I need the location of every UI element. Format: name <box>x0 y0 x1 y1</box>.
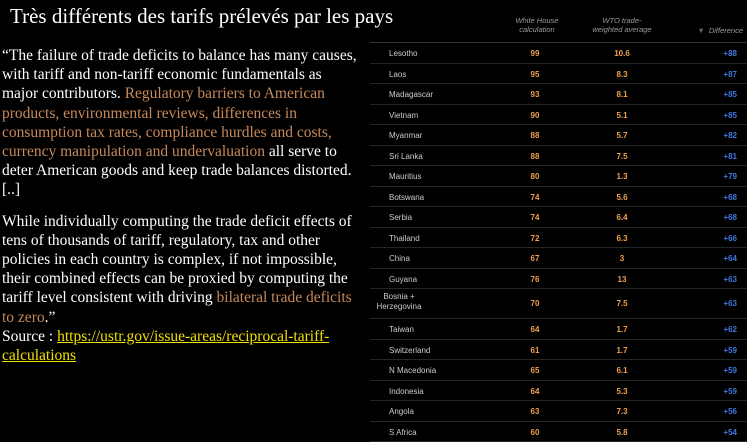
table-row <box>370 146 747 167</box>
white-house-cell: 64 <box>520 387 550 396</box>
wto-cell: 5.1 <box>600 111 644 120</box>
quote-text: all serve to deter American goods and keep trade balances distorted. [..] <box>2 143 351 198</box>
white-house-cell: 76 <box>520 275 550 284</box>
table-row <box>370 166 747 187</box>
wto-cell: 7.5 <box>600 152 644 161</box>
difference-cell: +85 <box>723 111 737 120</box>
wto-cell: 7.5 <box>600 299 644 308</box>
source-link[interactable]: https://ustr.gov/issue-areas/reciprocal-tariff-calculations <box>2 328 329 364</box>
header-label: WTO trade- <box>582 16 662 25</box>
wto-cell: 7.3 <box>600 407 644 416</box>
highlighted-text: Regulatory barriers to American products, environmental reviews, differences in consumption tax rates, compliance hurdles and costs, currency manipulation and undervaluation <box>2 85 332 160</box>
wto-cell: 1.7 <box>600 346 644 355</box>
table-row <box>370 207 747 228</box>
page-title: Très différents des tarifs prélevés par les pays <box>10 4 393 29</box>
table-row <box>370 360 747 381</box>
quote-text: .” <box>45 309 56 326</box>
difference-cell: +54 <box>723 428 737 437</box>
country-cell: Myanmar <box>389 131 484 141</box>
country-cell: Switzerland <box>389 346 484 356</box>
white-house-cell: 67 <box>520 254 550 263</box>
country-cell: China <box>389 254 484 264</box>
wto-cell: 8.3 <box>600 70 644 79</box>
white-house-cell: 63 <box>520 407 550 416</box>
country-cell: Bosnia + Herzegovina <box>374 292 424 312</box>
difference-cell: +87 <box>723 70 737 79</box>
sort-down-icon: ▼ <box>697 26 704 35</box>
difference-cell: +59 <box>723 366 737 375</box>
difference-cell: +81 <box>723 152 737 161</box>
table-row <box>370 340 747 361</box>
country-cell: Mauritius <box>389 172 484 182</box>
difference-cell: +63 <box>723 275 737 284</box>
table-header <box>370 12 747 43</box>
difference-cell: +88 <box>723 49 737 58</box>
quote-paragraph-2 <box>2 212 358 366</box>
table-row <box>370 64 747 85</box>
table-row <box>370 43 747 64</box>
source-label: Source : <box>2 328 57 345</box>
table-row <box>370 105 747 126</box>
header-difference[interactable] <box>675 26 743 35</box>
quote-text: “The failure of trade deficits to balance has many causes, with tariff and non-tariff economic fundamentals as major contributors. <box>2 47 357 102</box>
quote-text: While individually computing the trade deficit effects of tens of thousands of tariff, regulatory, tax and other policies in each country is complex, if not impossible, their combined effects can be proxied by computing the tariff level consistent with driving <box>2 213 352 307</box>
difference-cell: +68 <box>723 193 737 202</box>
wto-cell: 6.3 <box>600 234 644 243</box>
wto-cell: 8.1 <box>600 90 644 99</box>
country-cell: Sri Lanka <box>389 152 484 162</box>
header-white-house[interactable] <box>506 16 568 34</box>
difference-cell: +59 <box>723 346 737 355</box>
country-cell: Laos <box>389 70 484 80</box>
wto-cell: 1.3 <box>600 172 644 181</box>
wto-cell: 10.6 <box>600 49 644 58</box>
country-cell: Angola <box>389 407 484 417</box>
table-row <box>370 187 747 208</box>
white-house-cell: 64 <box>520 325 550 334</box>
country-cell: Taiwan <box>389 325 484 335</box>
header-label: weighted average <box>582 25 662 34</box>
difference-cell: +62 <box>723 325 737 334</box>
difference-cell: +66 <box>723 234 737 243</box>
white-house-cell: 70 <box>520 299 550 308</box>
white-house-cell: 88 <box>520 152 550 161</box>
country-cell: N Macedonia <box>389 366 484 376</box>
table-row <box>370 125 747 146</box>
white-house-cell: 80 <box>520 172 550 181</box>
difference-cell: +56 <box>723 407 737 416</box>
difference-cell: +59 <box>723 387 737 396</box>
country-cell: Indonesia <box>389 387 484 397</box>
white-house-cell: 99 <box>520 49 550 58</box>
wto-cell: 5.8 <box>600 428 644 437</box>
table-row <box>370 319 747 340</box>
wto-cell: 5.3 <box>600 387 644 396</box>
white-house-cell: 90 <box>520 111 550 120</box>
country-cell: Madagascar <box>389 90 484 100</box>
white-house-cell: 65 <box>520 366 550 375</box>
tariff-table <box>370 12 747 442</box>
wto-cell: 5.7 <box>600 131 644 140</box>
wto-cell: 6.4 <box>600 213 644 222</box>
difference-cell: +64 <box>723 254 737 263</box>
table-row <box>370 228 747 249</box>
white-house-cell: 88 <box>520 131 550 140</box>
wto-cell: 3 <box>600 254 644 263</box>
white-house-cell: 95 <box>520 70 550 79</box>
table-row <box>370 381 747 402</box>
table-row <box>370 248 747 269</box>
difference-cell: +63 <box>723 299 737 308</box>
difference-cell: +68 <box>723 213 737 222</box>
country-cell: Botswana <box>389 193 484 203</box>
wto-cell: 13 <box>600 275 644 284</box>
white-house-cell: 60 <box>520 428 550 437</box>
difference-cell: +85 <box>723 90 737 99</box>
difference-cell: +82 <box>723 131 737 140</box>
header-wto[interactable] <box>582 16 662 34</box>
quote-paragraph-1 <box>2 46 358 200</box>
white-house-cell: 61 <box>520 346 550 355</box>
table-body <box>370 43 747 442</box>
quote-block <box>2 46 358 365</box>
difference-cell: +79 <box>723 172 737 181</box>
white-house-cell: 74 <box>520 213 550 222</box>
table-row <box>370 401 747 422</box>
country-cell: Lesotho <box>389 49 484 59</box>
header-label: White House <box>506 16 568 25</box>
header-label: Difference <box>709 26 743 35</box>
country-cell: Guyana <box>389 275 484 285</box>
wto-cell: 1.7 <box>600 325 644 334</box>
wto-cell: 5.6 <box>600 193 644 202</box>
wto-cell: 6.1 <box>600 366 644 375</box>
country-cell: Thailand <box>389 234 484 244</box>
country-cell: Serbia <box>389 213 484 223</box>
white-house-cell: 72 <box>520 234 550 243</box>
country-cell: S Africa <box>389 428 484 438</box>
table-row <box>370 84 747 105</box>
highlighted-text: bilateral trade deficits to zero <box>2 289 352 325</box>
table-row <box>370 289 747 319</box>
country-cell: Vietnam <box>389 111 484 121</box>
white-house-cell: 74 <box>520 193 550 202</box>
table-row <box>370 269 747 290</box>
header-label: calculation <box>506 25 568 34</box>
white-house-cell: 93 <box>520 90 550 99</box>
